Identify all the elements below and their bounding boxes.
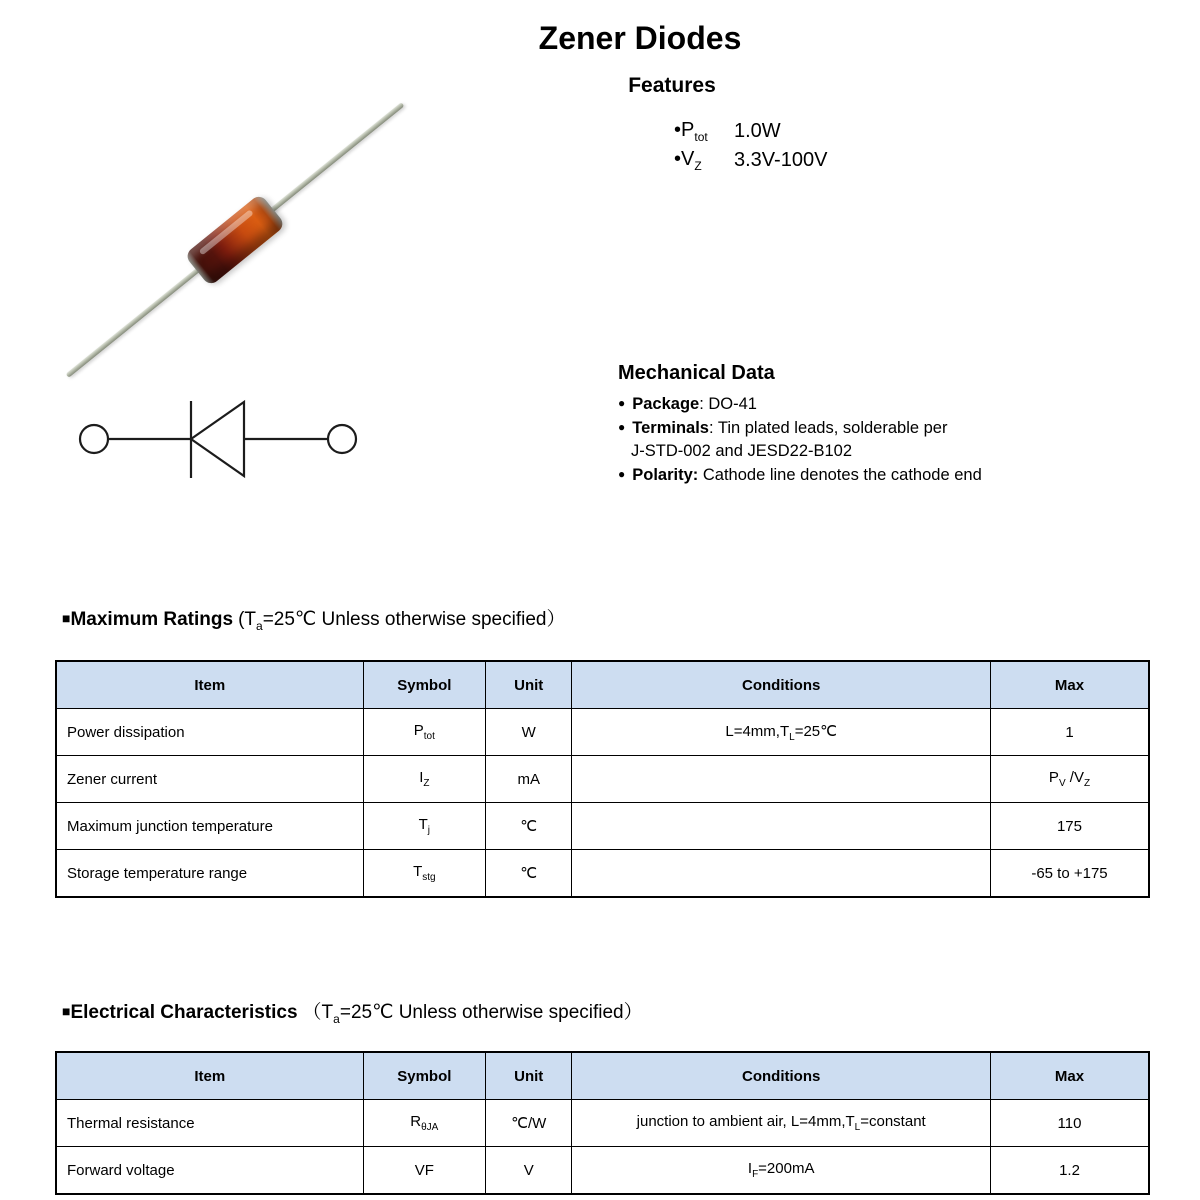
cell-unit: V (486, 1147, 572, 1195)
header-conditions: Conditions (572, 1052, 991, 1100)
cell-unit: W (486, 709, 572, 756)
table-row (56, 756, 1149, 803)
cell-item: Forward voltage (56, 1147, 363, 1195)
header-max: Max (990, 1052, 1149, 1100)
header-unit: Unit (486, 1052, 572, 1100)
bullet-icon: • (674, 148, 682, 170)
cell-max: $P_V$ $/V_Z$ (990, 756, 1149, 803)
cell-symbol: $I_Z$ (363, 756, 485, 803)
diode-body (184, 193, 286, 287)
feature-value: 3.3V-100V (734, 149, 828, 171)
cell-max: -65 to +175 (990, 850, 1149, 898)
bullet-icon: ● (618, 467, 626, 481)
electrical-table (55, 1051, 1150, 1195)
table-row (56, 1147, 1149, 1195)
cell-item: Power dissipation (56, 709, 363, 756)
cell-conditions (572, 850, 991, 898)
bullet-icon: ● (618, 396, 626, 410)
cell-max: 110 (990, 1100, 1149, 1147)
mechanical-heading: Mechanical Data (618, 362, 775, 384)
bullet-icon: • (674, 119, 682, 141)
page-title: Zener Diodes (538, 20, 742, 56)
features-list (674, 117, 827, 175)
cell-unit: ℃ (486, 803, 572, 850)
cell-item: Storage temperature range (56, 850, 363, 898)
cell-conditions: $I_F=200mA$ (572, 1147, 991, 1195)
header-unit: Unit (486, 661, 572, 709)
table-row (56, 1100, 1149, 1147)
cell-item: Thermal resistance (56, 1100, 363, 1147)
feature-item-vz (674, 146, 827, 175)
features-heading: Features (628, 74, 716, 97)
feature-value: 1.0W (734, 120, 781, 142)
header-item: Item (56, 661, 363, 709)
table-header-row (56, 1052, 1149, 1100)
cell-unit: mA (486, 756, 572, 803)
table-header-row (56, 661, 1149, 709)
glass-highlight (199, 209, 254, 255)
header-conditions: Conditions (572, 661, 991, 709)
cell-item: Maximum junction temperature (56, 803, 363, 850)
mech-item-polarity: ● Polarity: Cathode line denotes the cathode end (618, 466, 982, 484)
header-symbol: Symbol (363, 661, 485, 709)
feature-symbol: $•V_Z$ (674, 148, 702, 173)
cell-symbol: $R_{\theta JA}$ (363, 1100, 485, 1147)
cell-symbol: VF (363, 1147, 485, 1195)
table-row (56, 709, 1149, 756)
square-bullet-icon: ■ (62, 1003, 71, 1019)
table-row (56, 803, 1149, 850)
cell-max: 1.2 (990, 1147, 1149, 1195)
cell-conditions: junction to ambient air, $L=4mm,T_L=constant$ (572, 1100, 991, 1147)
feature-symbol: $•P_{tot}$ (674, 119, 708, 144)
cell-unit: ℃/W (486, 1100, 572, 1147)
cell-conditions (572, 756, 991, 803)
mech-item-package: ● Package: DO-41 (618, 395, 757, 413)
cell-conditions (572, 803, 991, 850)
max-ratings-heading: ■Maximum Ratings ($T_a=25℃$ Unless otherwise specified） (62, 609, 566, 633)
diode-triangle (191, 402, 244, 476)
cell-max: 1 (990, 709, 1149, 756)
square-bullet-icon: ■ (62, 610, 71, 626)
table-row (56, 850, 1149, 898)
diode-photo (30, 85, 440, 395)
cell-conditions: $L=4mm,T_L=25℃$ (572, 709, 991, 756)
cell-symbol: $P_{tot}$ (363, 709, 485, 756)
max-ratings-table (55, 660, 1150, 898)
mech-item-terminals: ● Terminals: Tin plated leads, solderable per J-STD-002 and JESD22-B102 (618, 416, 1118, 463)
cell-item: Zener current (56, 756, 363, 803)
cell-symbol: $T_{stg}$ (363, 850, 485, 898)
feature-item-ptot (674, 117, 827, 146)
electrical-heading: ■Electrical Characteristics （$T_a=25℃$ Unless otherwise specified） (62, 1002, 643, 1026)
cell-max: 175 (990, 803, 1149, 850)
left-terminal-circle (80, 425, 108, 453)
right-terminal-circle (328, 425, 356, 453)
mechanical-data-section (618, 362, 1118, 487)
cell-unit: ℃ (486, 850, 572, 898)
header-item: Item (56, 1052, 363, 1100)
cell-symbol: $T_j$ (363, 803, 485, 850)
header-max: Max (990, 661, 1149, 709)
mech-item-terminals-continued: J-STD-002 and JESD22-B102 (631, 442, 853, 460)
diode-symbol (70, 390, 370, 495)
bullet-icon: ● (618, 420, 626, 434)
header-symbol: Symbol (363, 1052, 485, 1100)
